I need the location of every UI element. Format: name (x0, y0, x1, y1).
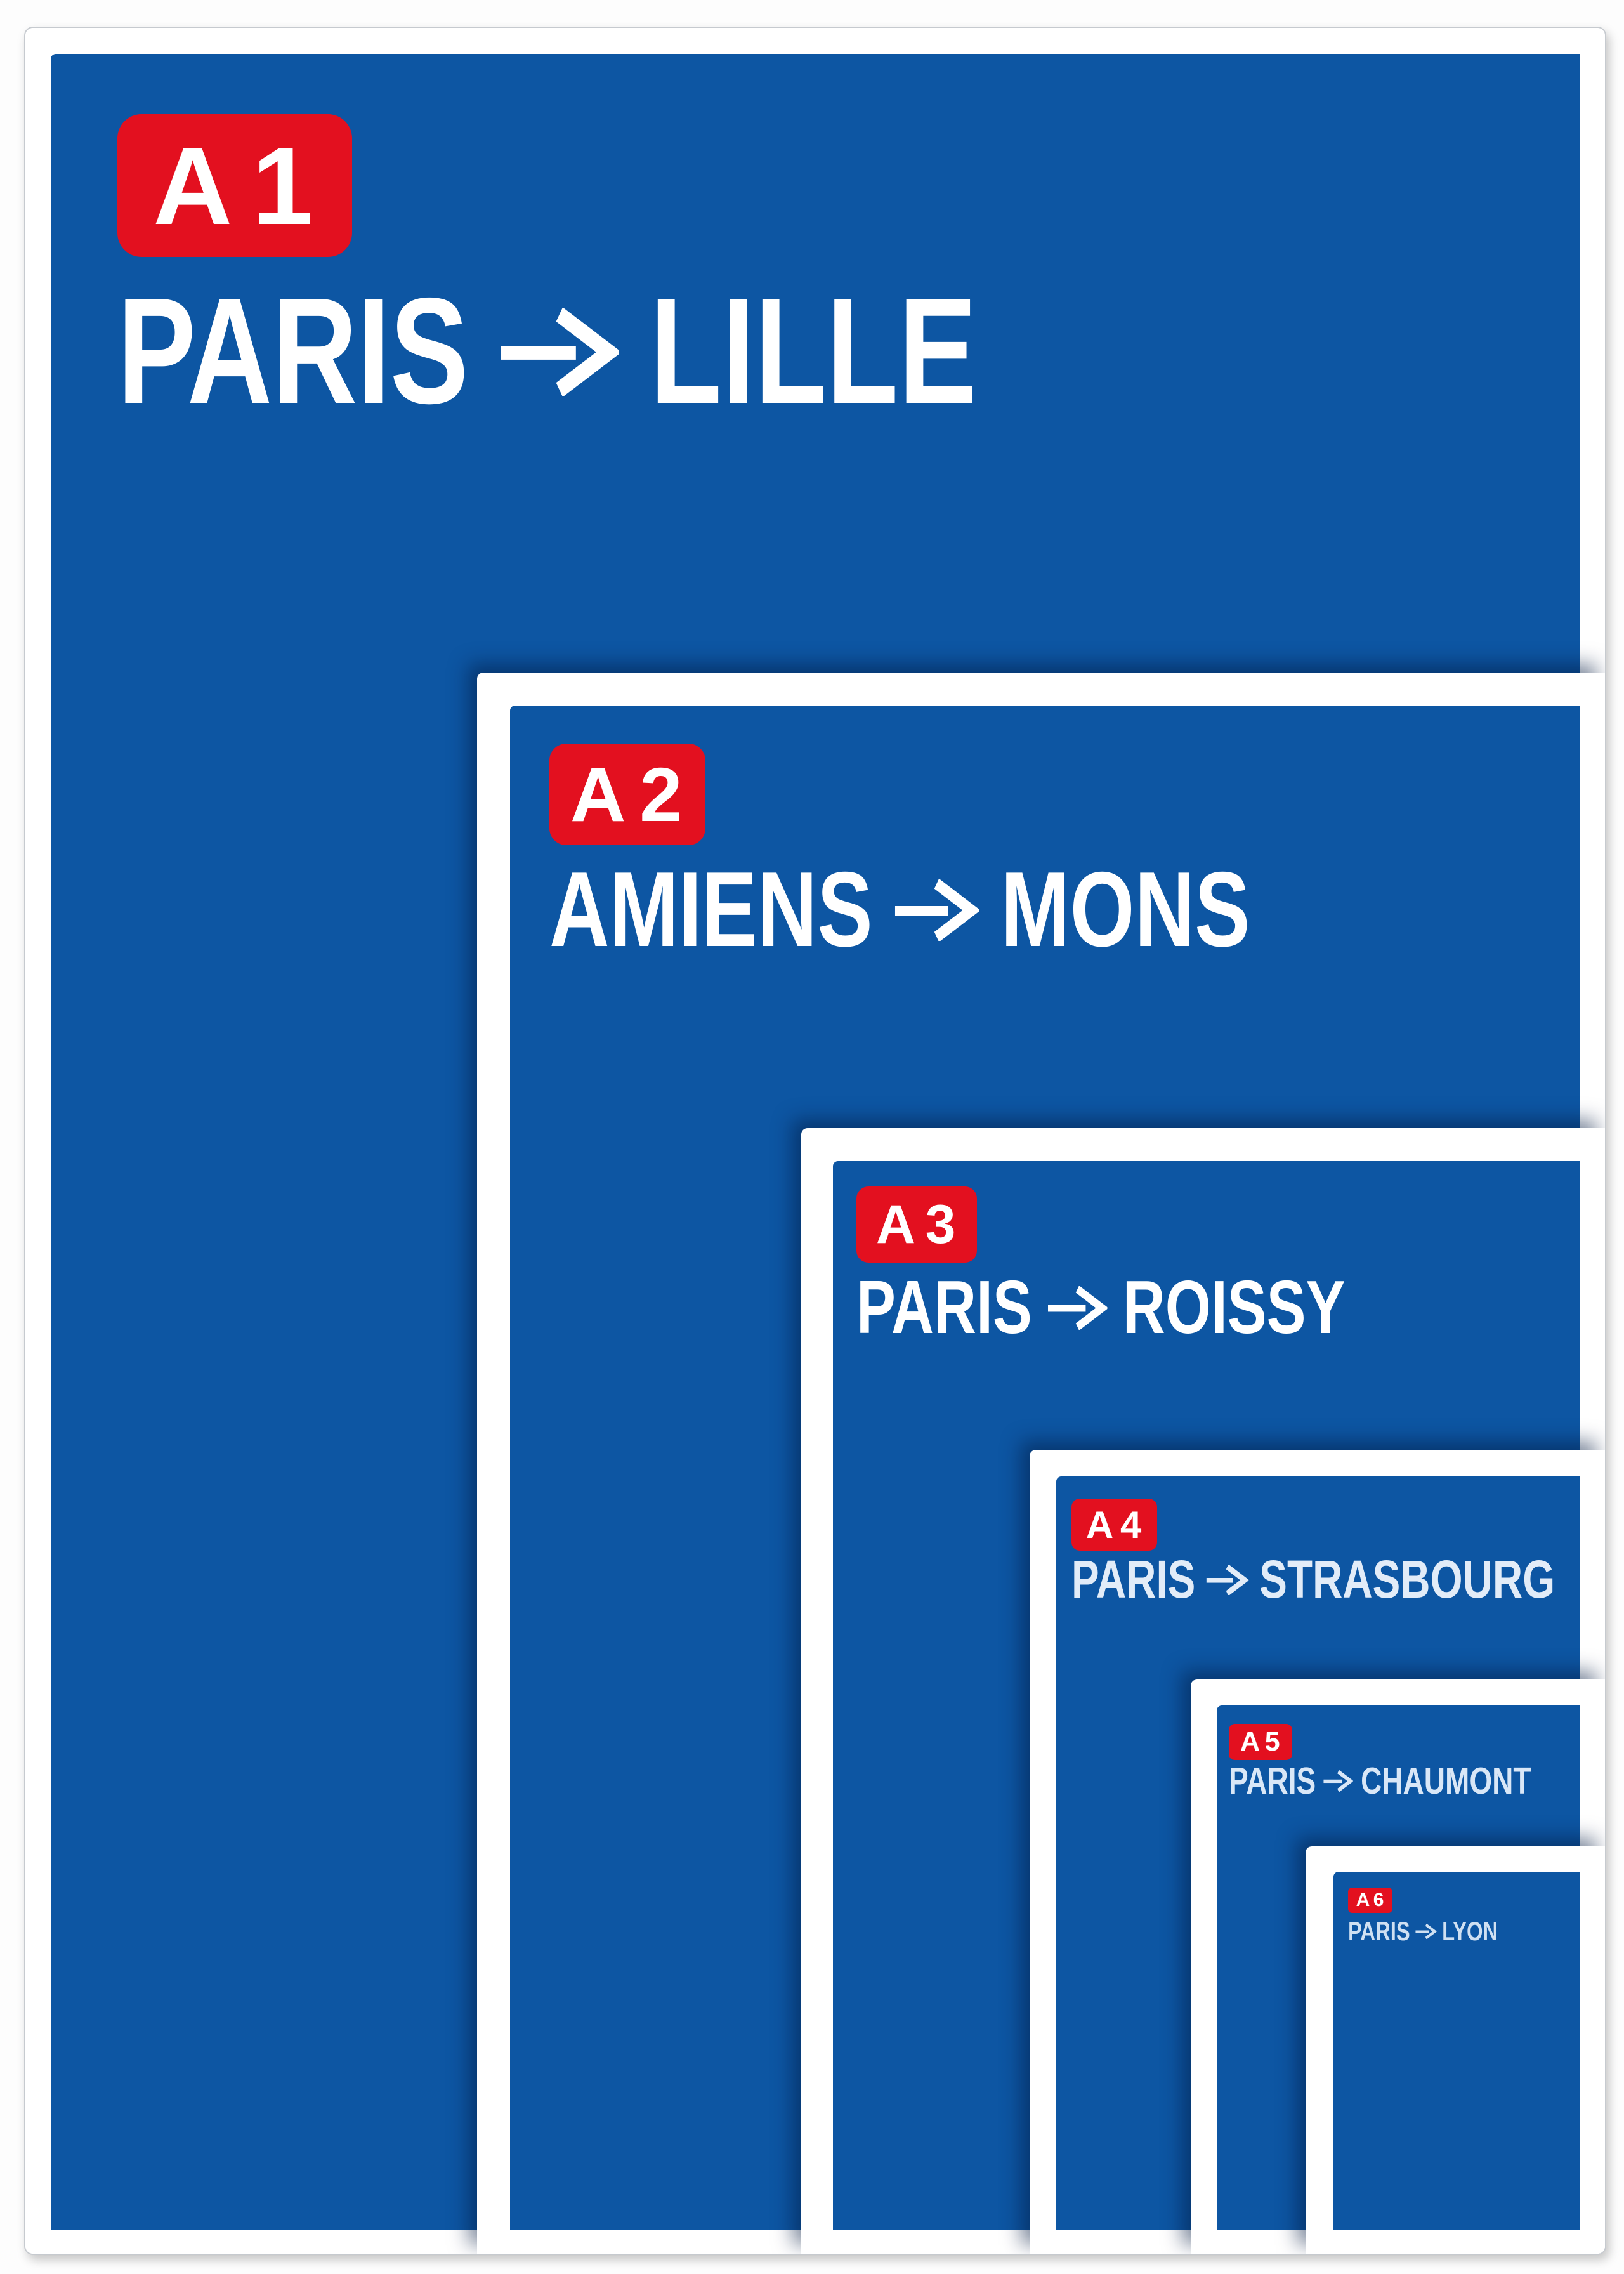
arrow-right-icon (1206, 1565, 1248, 1596)
size-badge-a4: A4 (1071, 1499, 1157, 1551)
size-badge-a2: A2 (549, 744, 705, 845)
route-a1-from: PARIS (117, 267, 469, 435)
sheet-a6-blue-area (1333, 1872, 1580, 2230)
route-a3-from: PARIS (856, 1265, 1032, 1350)
route-a6 (1348, 1918, 1498, 1945)
route-a5-to: CHAUMONT (1361, 1760, 1531, 1802)
arrow-right-icon (1323, 1770, 1353, 1792)
route-a4 (1071, 1549, 1555, 1609)
route-a5 (1229, 1760, 1531, 1802)
size-badge-a5: A5 (1229, 1724, 1292, 1760)
size-badge-a3: A3 (856, 1186, 977, 1263)
size-badge-a6: A6 (1348, 1888, 1392, 1913)
route-a1 (117, 267, 978, 435)
arrow-right-icon (894, 879, 979, 941)
route-a6-to: LYON (1442, 1916, 1498, 1946)
arrow-right-icon (1415, 1924, 1436, 1939)
route-a4-from: PARIS (1071, 1549, 1196, 1609)
arrow-right-icon (1047, 1286, 1108, 1330)
arrow-right-icon (499, 308, 619, 396)
sheet-a6 (1306, 1846, 1605, 2254)
size-badge-a1: A1 (117, 114, 352, 257)
route-a2-to: MONS (1000, 850, 1250, 969)
route-a2 (549, 850, 1250, 969)
route-a2-from: AMIENS (549, 850, 873, 969)
route-a3 (856, 1265, 1346, 1350)
route-a3-to: ROISSY (1122, 1265, 1346, 1350)
route-a1-to: LILLE (650, 267, 978, 435)
paper-stack-page (24, 27, 1606, 2255)
route-a6-from: PARIS (1348, 1916, 1410, 1946)
route-a5-from: PARIS (1229, 1760, 1316, 1802)
route-a4-to: STRASBOURG (1259, 1549, 1555, 1609)
